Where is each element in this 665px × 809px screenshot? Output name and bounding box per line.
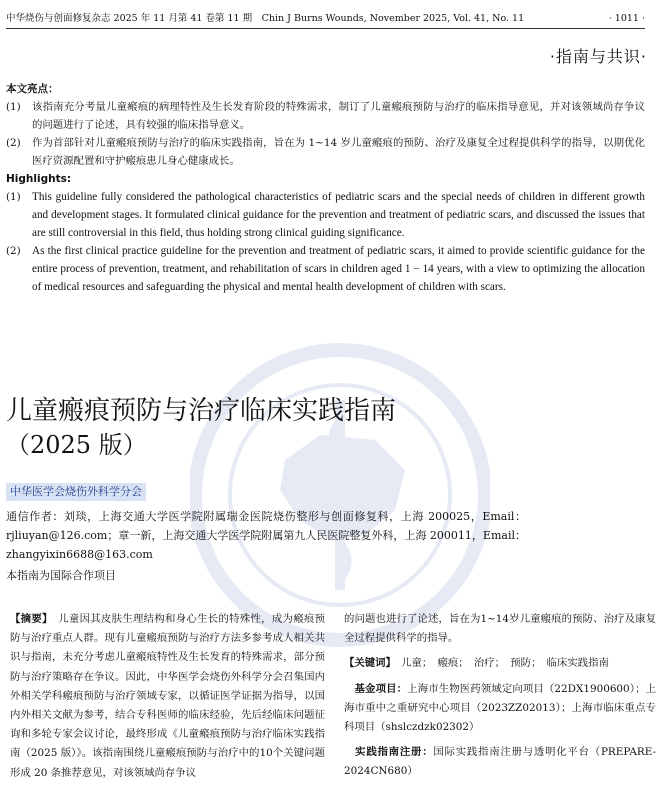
highlights-en-heading: Highlights: [6, 173, 72, 185]
abstract-paragraph [10, 610, 325, 783]
running-head [6, 10, 645, 29]
highlight-en-item [6, 242, 645, 296]
abstract-text: 儿童因其皮肤生理结构和身心生长的特殊性，成为瘢痕预防与治疗重点人群。现有儿童瘢痕预防与治疗方法多参考成人相关共识与指南，未充分考虑儿童瘢痕特性及生长发育的特殊需求，部分预防与治疗策略存在争议。因此，中华医学会烧伤外科学分会召集国内外相关学科瘢痕预防与治疗领域专家，以循证医学证据为指导，以国内外相关文献为参考，结合专科医师的临床经验，先后经临床问题征询和多轮专家会议讨论，最终形成《儿童瘢痕预防与治疗临床实践指南（2025 版）》。该指南围绕儿童瘢痕预防与治疗中的10个关键问题形成 20 条推荐意见，对该领域尚存争议 [10, 613, 325, 779]
journal-citation: 中华烧伤与创面修复杂志 2025 年 11 月第 41 卷第 11 期 Chin J Burns Wounds, November 2025, Vol. 41, No. 11 [6, 13, 525, 24]
registration-label: 实践指南注册： [355, 746, 434, 759]
author-block [6, 483, 526, 585]
highlight-cn-item [6, 134, 645, 170]
registration-paragraph [344, 743, 656, 781]
funding-paragraph [344, 680, 656, 738]
keywords-label: 【关键词】 [344, 657, 391, 670]
highlight-text: This guideline fully considered the pathological characteristics of pediatric scars and the special needs of children in different growth and development stages. It formulated clinical guidance for the prevention and treatment of pediatric scars, and discussed the issues that are still controversial in this field, thus holding strong clinical guiding significance. [32, 191, 645, 239]
funding-label: 基金项目： [354, 682, 408, 695]
title-main: 儿童瘢痕预防与治疗临床实践指南 [6, 396, 397, 426]
funding-text: 上海市生物医药领域定向项目（22DX1900600）；上海市重中之重研究中心项目（2023ZZ02013）；上海市临床重点专科项目（shslczdzk02302） [344, 682, 657, 734]
highlights-cn-heading: 本文亮点： [6, 83, 59, 95]
section-tag: ·指南与共识· [549, 47, 647, 66]
correspondence-info: 通信作者：刘琰，上海交通大学医学院附属瑞金医院烧伤整形与创面修复科，上海 200025，Email：rjliuyan@126.com；章一新，上海交通大学医学院附属第九人民医院整复外科，上海 200011，Email：zhangyixin6688@163.com [6, 510, 526, 561]
registration-text: 国际实践指南注册与透明化平台（PREPARE-2024CN680） [344, 746, 656, 778]
highlight-number: (1) [6, 101, 21, 113]
keywords-paragraph [344, 654, 656, 673]
abstract-left-column [10, 610, 325, 783]
highlight-number: (1) [6, 191, 21, 203]
highlight-text: As the first clinical practice guideline for the prevention and treatment of pediatric scars, it aimed to provide scientific guidance for the entire process of prevention, treatment, and rehabilitation of scars in children aged 1 − 14 years, with a view to optimizing the allocation of medical resources and safeguarding the physical and mental health development of children with scars. [32, 245, 645, 293]
abstract-right-column [344, 610, 656, 782]
highlight-number: (2) [6, 245, 21, 257]
author-organization: 中华医学会烧伤外科学分会 [6, 483, 146, 501]
keywords-text: 儿童； 瘢痕； 治疗； 预防； 临床实践指南 [401, 657, 609, 670]
page-number: · 1011 · [608, 13, 645, 24]
highlight-cn-item [6, 98, 645, 134]
article-title [6, 394, 396, 462]
highlight-number: (2) [6, 137, 21, 149]
international-note: 本指南为国际合作项目 [6, 569, 116, 582]
highlight-en-item [6, 188, 645, 242]
abstract-continuation: 的问题也进行了论述，旨在为1~14岁儿童瘢痕的预防、治疗及康复全过程提供科学的指导。 [344, 613, 656, 645]
highlight-text: 该指南充分考量儿童瘢痕的病理特性及生长发育阶段的特殊需求，制订了儿童瘢痕预防与治疗的临床指导意见，并对该领域尚存争议的问题进行了论述，具有较强的临床指导意义。 [32, 101, 645, 131]
highlights-section [6, 80, 645, 296]
abstract-label: 【摘要】 [10, 613, 48, 625]
highlight-text: 作为首部针对儿童瘢痕预防与治疗的临床实践指南，旨在为 1~14 岁儿童瘢痕的预防、治疗及康复全过程提供科学的指导，以期优化医疗资源配置和守护瘢痕患儿身心健康成长。 [32, 137, 645, 167]
title-edition: （2025 版） [6, 431, 147, 459]
